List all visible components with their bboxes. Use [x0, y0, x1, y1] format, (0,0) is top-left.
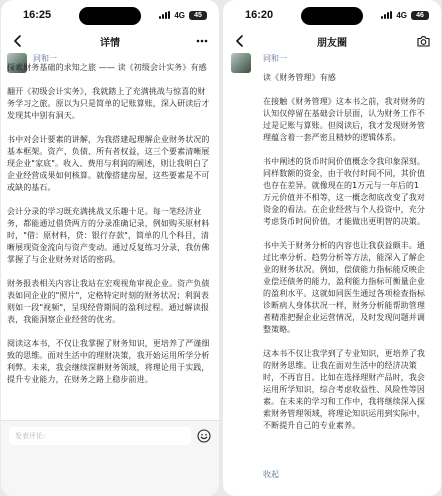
post-paragraph: 阅读这本书，不仅让我掌握了财务知识，更培养了严谨细致的思维。面对生活中的理财决策，我开始运用所学分析利弊。未来，我会继续深耕财务领域，将理论用于实践，提升专业能力，在财务之路上稳步前进。 [7, 339, 210, 384]
back-icon[interactable] [11, 34, 25, 48]
signal-icon [381, 11, 392, 19]
dynamic-island [301, 7, 363, 25]
page-title: 朋友圈 [317, 37, 347, 49]
status-indicators [159, 11, 207, 20]
post-paragraph: 翻开《初级会计实务》，我就踏上了充满挑战与惊喜的财务学习之旅。原以为只是简单的记账算账，深入研读后才发现其中别有洞天。 [7, 87, 210, 120]
post-paragraph: 书中阐述的货币时间价值概念令我印象深刻。同样数额的资金，由于收付时间不同，其价值也存在差异。就像现在的1万元与一年后的1万元价值并不相等，这一概念彻底改变了我对资金的看法。在企业经营与个人投资中，充分考虑货币时间价值，才能做出更明智的决策。 [263, 157, 425, 226]
post-paragraph: 在接触《财务管理》这本书之前，我对财务的认知仅停留在基础会计层面，认为财务工作不过是记账与算账。但阅读后，我才发现财务管理蕴含着一套严密且精妙的逻辑体系。 [263, 97, 425, 142]
network-label: 4G [396, 10, 407, 20]
post-paragraph: 这本书不仅让我学到了专业知识，更培养了我的财务思维。让我在面对生活中的经济决策时，不再盲目。比如在选择理财产品时，我会运用所学知识，综合考虑收益性、风险性等因素。在未来的学习和工作中，我将继续深入探索财务管理领域，将理论知识运用到实际中，不断提升自己的专业素养。 [263, 349, 425, 430]
post-title: 读《财务管理》有感 [263, 73, 336, 82]
camera-icon[interactable] [416, 34, 431, 48]
emoji-icon[interactable] [197, 429, 211, 443]
avatar[interactable] [231, 53, 251, 73]
post-text [7, 62, 213, 386]
status-time: 16:20 [245, 9, 274, 21]
signal-icon [159, 11, 170, 19]
post-paragraph: 书中关于财务分析的内容也让我获益颇丰。通过比率分析、趋势分析等方法，能深入了解企业的财务状况。例如，偿债能力指标能反映企业偿还债务的能力，盈利能力指标可衡量企业的盈利水平。这就如同医生通过各项检查指标诊断病人身体状况一样，财务分析能帮助管理者精准把握企业运营情况，及时发现问题并调整策略。 [263, 241, 425, 334]
dynamic-island [79, 7, 141, 25]
nav-bar [223, 30, 441, 52]
status-indicators [381, 11, 429, 20]
more-icon[interactable] [195, 34, 209, 48]
author-name[interactable]: 同和一 [33, 54, 57, 63]
collapse-link[interactable]: 收起 [263, 470, 279, 479]
post-title: 探索财务基础的求知之旅 —— 读《初级会计实务》有感 [7, 63, 207, 72]
comment-input[interactable]: 发表评论: [9, 427, 191, 445]
page-title: 详情 [100, 37, 120, 49]
network-label: 4G [174, 10, 185, 20]
back-icon[interactable] [233, 34, 247, 48]
post-paragraph: 财务报表相关内容让我站在宏观视角审视企业。资产负债表如同企业的"照片"，定格特定时刻的财务状况；利润表则如一段"视频"，呈现经营期间的盈利过程。通过解读报表，我能洞察企业经营的优劣。 [7, 279, 210, 324]
status-bar [1, 0, 219, 30]
post-paragraph: 书中对会计要素的讲解，为我搭建起理解企业财务状况的基本框架。资产、负债、所有者权益，这三个要素清晰展现企业"家底"。收入、费用与利润的阐述，则让我明白了企业经营成果如何核算。就像搭建房屋，这些要素是不可或缺的基石。 [7, 135, 210, 192]
status-time: 16:25 [23, 9, 52, 21]
detail-screen [1, 0, 219, 496]
author-name[interactable]: 同和一 [263, 54, 287, 63]
battery-icon: 45 [189, 11, 207, 20]
post-paragraph: 会计分录的学习既充满挑战又乐趣十足。每一笔经济业务，都能通过借贷两方的分录准确记录，例如购买原材料时，"借：原材料，贷：银行存款"，简单的几个科目，清晰展现资金流向与资产变动。通过反复练习分录，我仿佛掌握了与企业财务对话的密码。 [7, 207, 210, 264]
battery-icon: 46 [411, 11, 429, 20]
post-text [263, 72, 427, 432]
comment-bar [1, 420, 219, 496]
nav-bar [1, 30, 219, 52]
moments-screen [223, 0, 441, 496]
status-bar [223, 0, 441, 30]
